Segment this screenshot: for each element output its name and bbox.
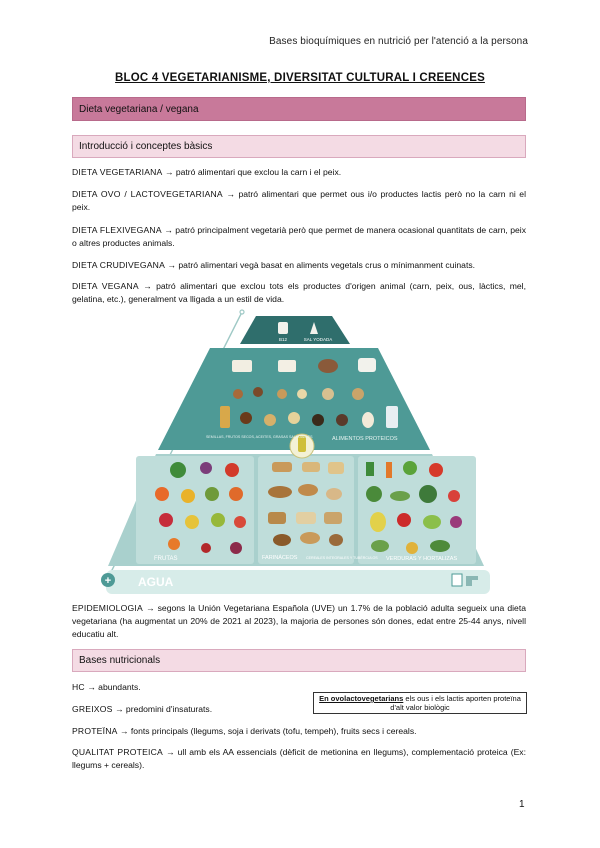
epidemiology-text: → segons la Unión Vegetariana Española (UVE) un 1.7% de la població adulta segueix una dieta vegetariana (ha augmentat un 20% de 2021 al 2023), la majoria de persones són dones, edat entre 25-44 anys, nivell educatiu alt. xyxy=(72,603,526,639)
note-text: els ous i els lactis aporten proteïna d'alt valor biològic xyxy=(390,694,521,712)
definition-term: DIETA FLEXIVEGANA xyxy=(72,225,162,235)
nutrition-text: → abundants. xyxy=(84,682,141,692)
definition-ovolacto xyxy=(72,188,526,214)
ovolacto-note-box xyxy=(313,692,527,714)
nutrition-term: QUALITAT PROTEICA xyxy=(72,747,163,757)
definition-text: → patró alimentari vegà basat en aliments vegetals crus o mínimanment cuinats. xyxy=(165,260,476,270)
b12-label: B12 xyxy=(278,337,288,342)
section-label: Dieta vegetariana / vegana xyxy=(79,103,199,115)
nutrition-text: → fonts principals (llegums, soja i derivats (tofu, tempeh), fruits secs i cereals. xyxy=(117,726,417,736)
definition-term: DIETA OVO / LACTOVEGETARIANA xyxy=(72,189,223,199)
definition-term: DIETA CRUDIVEGANA xyxy=(72,260,166,270)
pyramid-tier-top xyxy=(240,316,350,344)
nutrition-term: PROTEÏNA xyxy=(72,726,118,736)
epidemiology-paragraph xyxy=(72,602,526,641)
protein-label: ALIMENTOS PROTEICOS xyxy=(332,436,398,442)
definition-rawvegan xyxy=(72,259,526,272)
fruits-label: FRUTAS xyxy=(154,556,178,562)
definition-text: → patró alimentari que permet ous i/o productes lactis però no la carn ni el peix. xyxy=(72,189,526,212)
plus-sign: + xyxy=(104,575,112,587)
nutrition-protein xyxy=(72,725,526,738)
section-band-diet xyxy=(72,97,526,121)
nutrition-text: → predomini d'insaturats. xyxy=(112,704,213,714)
section-label: Introducció i conceptes bàsics xyxy=(79,141,213,152)
nutrition-text: → ull amb els AA essencials (dèficit de metionina en llegums), complementació proteica (Ex: llegums + cereals). xyxy=(72,747,526,770)
section-band-intro xyxy=(72,135,526,158)
cereals-label: CEREALES INTEGRALES Y TUBÉRCULOS xyxy=(306,556,378,560)
definition-term: DIETA VEGANA xyxy=(72,281,139,291)
water-label: AGUA xyxy=(138,575,174,589)
veg-label: VERDURAS Y HORTALIZAS xyxy=(386,556,458,562)
running-header: Bases bioquímiques en nutrició per l'atenció a la persona xyxy=(269,36,528,47)
farinaceos-label: FARINÁCEOS xyxy=(262,555,298,561)
note-bold: En ovolactovegetarians xyxy=(319,694,404,703)
nutrition-fats xyxy=(72,703,302,716)
nutrition-protein-quality xyxy=(72,746,526,772)
b12-icon xyxy=(278,322,288,334)
page-title: BLOC 4 VEGETARIANISME, DIVERSITAT CULTURAL I CREENCES xyxy=(115,72,485,84)
fats-label: SEMILLAS, FRUTOS SECOS, ACEITES, GRASAS SALUDABLES xyxy=(206,435,313,439)
definition-vegan xyxy=(72,280,526,306)
nutrition-hc xyxy=(72,681,302,694)
epidemiology-term: EPIDEMIOLOGIA xyxy=(72,603,143,613)
definition-vegetarian xyxy=(72,166,526,179)
section-label: Bases nutricionals xyxy=(79,655,161,666)
definition-text: → patró principalment vegetarià però que permet de manera ocasional quantitats de carn, peix o altres productes animals. xyxy=(72,225,526,248)
page-number: 1 xyxy=(519,799,525,810)
section-band-nutrition xyxy=(72,649,526,672)
nutrition-term: HC xyxy=(72,682,85,692)
nutrition-term: GREIXOS xyxy=(72,704,113,714)
definition-text: → patró alimentari que exclou la carn i el peix. xyxy=(162,167,342,177)
definition-text: → patró alimentari que exclou tots els productes d'origen animal (carn, peix, ous, làctics, mel, gelatina, etc.), generalment va lligada a un estil de vida. xyxy=(72,281,526,304)
food-pyramid-illustration xyxy=(96,308,496,596)
definition-term: DIETA VEGETARIANA xyxy=(72,167,163,177)
definition-flexivegan xyxy=(72,224,526,250)
salt-label: SAL YODADA xyxy=(303,337,333,342)
